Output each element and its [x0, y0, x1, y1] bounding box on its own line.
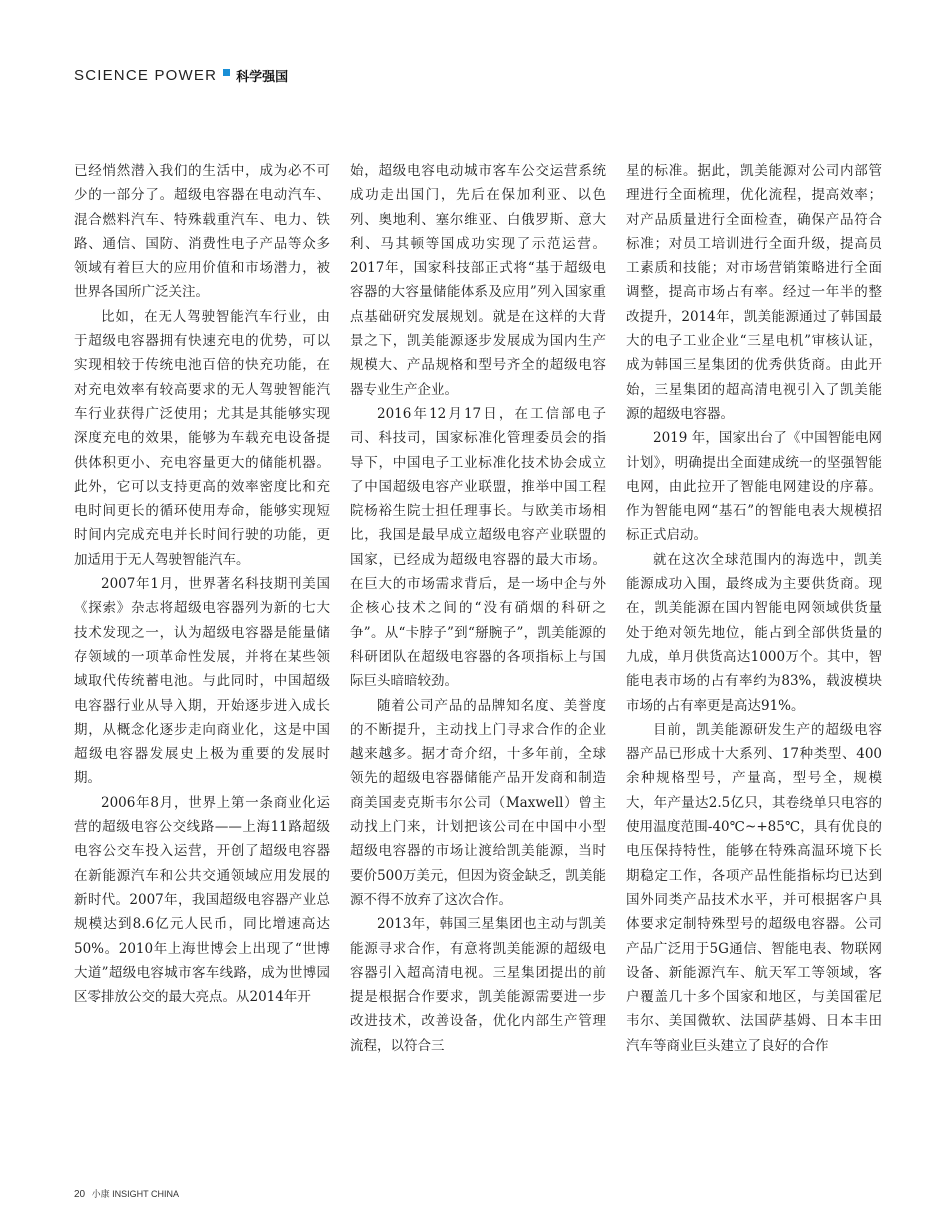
- paragraph: 2016年12月17日，在工信部电子司、科技司，国家标准化管理委员会的指导下，中国电子工业标准化技术协会成立了中国超级电容产业联盟，推举中国工程院杨裕生院士担任理事长。与欧美市场相比，我国是最早成立超级电容产业联盟的国家，已经成为超级电容器的最大市场。在巨大的市场需求背后，是一场中企与外企核心技术之间的“没有硝烟的科研之争”。从“卡脖子”到“掰腕子”，凯美能源的科研团队在超级电容器的各项指标上与国际巨头暗暗较劲。: [350, 405, 606, 690]
- paragraph: 随着公司产品的品牌知名度、美誉度的不断提升，主动找上门寻求合作的企业越来越多。据才奇介绍，十多年前，全球领先的超级电容器储能产品开发商和制造商美国麦克斯韦尔公司（Maxwell）曾主动找上门来，计划把该公司在中国中小型超级电容器的市场让渡给凯美能源，当时要价500万美元，但因为资金缺乏，凯美能源不得不放弃了这次合作。: [350, 697, 606, 908]
- paragraph: 2007年1月，世界著名科技期刊美国《探索》杂志将超级电容器列为新的七大技术发现之一，认为超级电容器是能量储存领域的一项革命性发展，并将在某些领域取代传统蓄电池。与此同时，中国超级电容器行业从导入期，开始逐步进入成长期，从概念化逐步走向商业化，这是中国超级电容器发展史上极为重要的发展时期。: [74, 576, 330, 787]
- square-bullet-icon: [223, 69, 230, 76]
- article-column-3: [626, 159, 882, 1058]
- paragraph: 就在这次全球范围内的海选中，凯美能源成功入围，最终成为主要供货商。现在，凯美能源在国内智能电网领域供货量处于绝对领先地位，能占到全部供货量的九成，单月供货高达1000万个。其中，智能电表市场的占有率约为83%，载波模块市场的占有率更是高达91%。: [626, 551, 882, 714]
- paragraph: 已经悄然潜入我们的生活中，成为必不可少的一部分了。超级电容器在电动汽车、混合燃料汽车、特殊载重汽车、电力、铁路、通信、国防、消费性电子产品等众多领域有着巨大的应用价值和市场潜力，被世界各国所广泛关注。: [74, 163, 330, 301]
- page-number: 20: [74, 1189, 86, 1200]
- page-footer: [74, 1187, 179, 1200]
- paragraph: 比如，在无人驾驶智能汽车行业，由于超级电容器拥有快速充电的优势，可以实现相较于传统电池百倍的快充功能，在对充电效率有较高要求的无人驾驶智能汽车行业获得广泛使用；尤其是其能够实现深度充电的效果，能够为车载充电设备提供体积更小、充电容量更大的储能机器。此外，它可以支持更高的效率密度比和充电时间更长的循环使用寿命，能够实现短时间内完成充电并长时间行驶的功能，更加适用于无人驾驶智能汽车。: [74, 308, 330, 568]
- paragraph: 2013年，韩国三星集团也主动与凯美能源寻求合作，有意将凯美能源的超级电容器引入超高清电视。三星集团提出的前提是根据合作要求，凯美能源需要进一步改进技术，改善设备，优化内部生产管理流程，以符合三: [350, 916, 606, 1054]
- paragraph: 2019 年，国家出台了《中国智能电网计划》，明确提出全面建成统一的坚强智能电网，由此拉开了智能电网建设的序幕。作为智能电网“基石”的智能电表大规模招标正式启动。: [626, 430, 882, 544]
- article-column-2: [350, 159, 606, 1058]
- paragraph: 2006年8月，世界上第一条商业化运营的超级电容公交线路——上海11路超级电容公交车投入运营，开创了超级电容器在新能源汽车和公共交通领域应用发展的新时代。2007年，我国超级电容器产业总规模达到8.6亿元人民币，同比增速高达50%。2010年上海世博会上出现了“世博大道”超级电容城市客车线路，成为世博园区零排放公交的最大亮点。从2014年开: [74, 794, 330, 1006]
- section-title-en: SCIENCE POWER: [74, 66, 218, 84]
- article-column-1: [74, 159, 330, 1058]
- article-body: [74, 159, 882, 1058]
- paragraph: 目前，凯美能源研发生产的超级电容器产品已形成十大系列、17种类型、400余种规格型号，产量高，型号全，规模大，年产量达2.5亿只，其卷绕单只电容的使用温度范围-40℃~+85℃，具有优良的电压保持特性，能够在特殊高温环境下长期稳定工作，各项产品性能指标均已达到国外同类产品技术水平，并可根据客户具体要求定制特殊型号的超级电容器。公司产品广泛用于5G通信、智能电表、物联网设备、新能源汽车、航天军工等领域，客户覆盖几十多个国家和地区，与美国霍尼韦尔、美国微软、法国萨基姆、日本丰田汽车等商业巨头建立了良好的合作: [626, 721, 882, 1054]
- section-title-cn: 科学强国: [236, 69, 289, 85]
- section-header: [74, 64, 288, 86]
- paragraph: 星的标准。据此，凯美能源对公司内部管理进行全面梳理，优化流程，提高效率；对产品质量进行全面检查，确保产品符合标准；对员工培训进行全面升级，提高员工素质和技能；对市场营销策略进行全面调整，提高市场占有率。经过一年半的整改提升，2014年，凯美能源通过了韩国最大的电子工业企业“三星电机”审核认证，成为韩国三星集团的优秀供货商。由此开始，三星集团的超高清电视引入了凯美能源的超级电容器。: [626, 163, 882, 422]
- publication-name: 小康 INSIGHT CHINA: [91, 1189, 179, 1199]
- paragraph: 始，超级电容电动城市客车公交运营系统成功走出国门，先后在保加利亚、以色列、奥地利、塞尔维亚、白俄罗斯、意大利、马其顿等国成功实现了示范运营。2017年，国家科技部正式将“基于超级电容器的大容量储能体系及应用”列入国家重点基础研究发展规划。就是在这样的大背景之下，凯美能源逐步发展成为国内生产规模大、产品规格和型号齐全的超级电容器专业生产企业。: [350, 163, 606, 398]
